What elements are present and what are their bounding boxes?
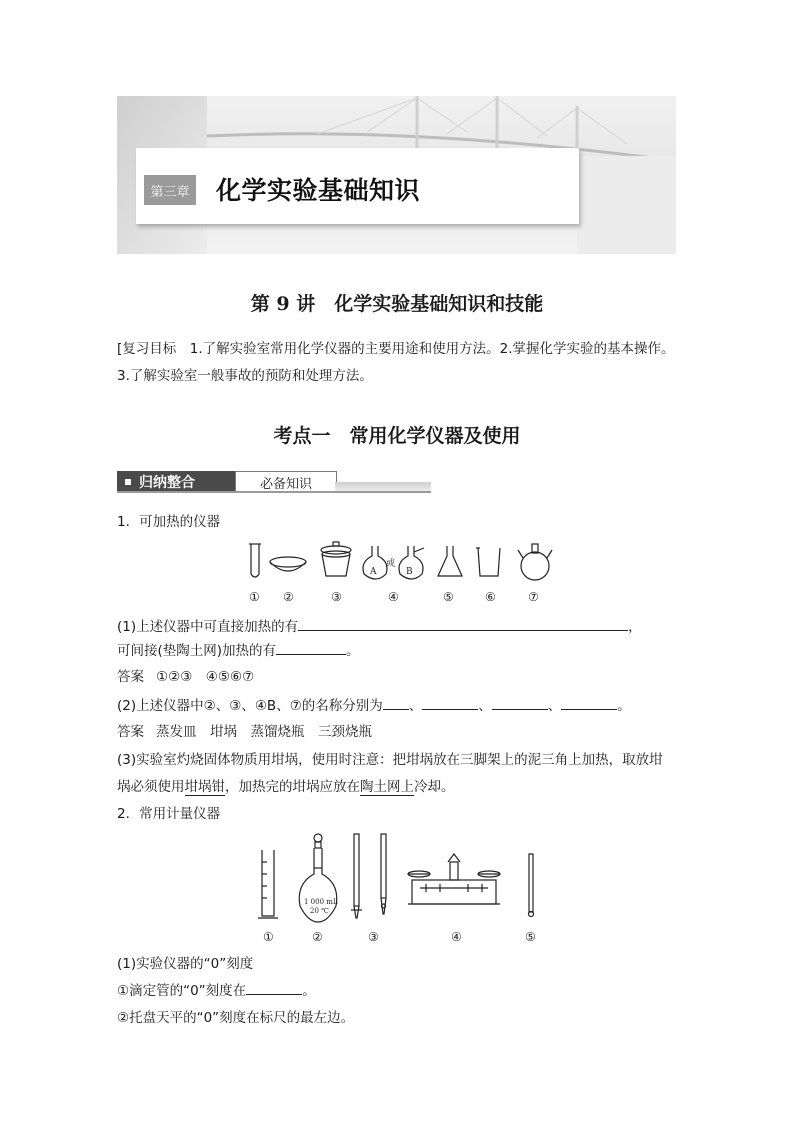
zero-scale-balance: ②托盘天平的“0”刻度在标尺的最左边。 [117, 1010, 355, 1026]
svg-text:B: B [406, 567, 413, 577]
answer-blank[interactable] [276, 641, 346, 655]
instrument-label: ⑤ [443, 590, 454, 604]
tag-summary: 归纳整合 [117, 471, 235, 492]
tag-essential-knowledge: 必备知识 [235, 471, 337, 493]
zero-scale-burette: ①滴定管的“0”刻度在 。 [117, 983, 316, 999]
square-bullet-icon [125, 479, 131, 485]
review-goals-line2: 3.了解实验室一般事故的预防和处理方法。 [117, 368, 373, 384]
distilling-flask-icon [399, 546, 424, 579]
base-burette-icon [381, 834, 386, 914]
flask-a-icon [363, 546, 387, 579]
part1-heading: 1．可加热的仪器 [117, 514, 221, 530]
question-3-line2: 埚必须使用坩埚钳，加热完的坩埚应放在陶土网上冷却。 [117, 779, 455, 795]
chapter-badge: 第三章 [144, 175, 196, 205]
three-neck-flask-icon [518, 544, 552, 580]
tag-rule [117, 491, 431, 493]
question-1-line2: 可间接(垫陶土网)加热的有 。 [117, 643, 360, 659]
instrument-label: ④ [388, 590, 399, 604]
instrument-label: ③ [368, 930, 379, 944]
answer-1: 答案 ①②③ ④⑤⑥⑦ [117, 669, 255, 685]
instrument-label: ⑥ [485, 590, 496, 604]
instrument-label: ④ [451, 930, 462, 944]
instrument-label: ① [249, 590, 260, 604]
svg-text:A: A [370, 567, 377, 577]
instrument-label: ① [263, 930, 274, 944]
instrument-label: ⑤ [525, 930, 536, 944]
heatable-instruments-figure [240, 540, 560, 584]
thermometer-icon [529, 854, 534, 917]
graduated-cylinder-icon [258, 850, 278, 918]
review-goals-line1: [复习目标 1.了解实验室常用化学仪器的主要用途和使用方法。2.掌握化学实验的基本操作。 [117, 341, 675, 357]
conical-flask-icon [438, 546, 462, 576]
svg-text:1 000 mL: 1 000 mL [304, 898, 338, 906]
instrument-label: ② [283, 590, 294, 604]
section-title: 考点一 常用化学仪器及使用 [273, 425, 521, 447]
answer-blank[interactable] [246, 981, 302, 995]
flask-or-label: 或 [386, 559, 396, 569]
acid-burette-icon [351, 834, 362, 918]
answer-blank[interactable] [561, 696, 617, 710]
svg-text:20 ℃: 20 ℃ [310, 907, 329, 915]
chapter-title: 化学实验基础知识 [216, 176, 421, 205]
instrument-label: ⑦ [528, 590, 539, 604]
answer-blank[interactable] [422, 696, 478, 710]
crucible-icon [321, 542, 351, 576]
instrument-label: ② [312, 930, 323, 944]
question-1-line1: (1)上述仪器中可直接加热的有 ， [117, 619, 642, 635]
volumetric-flask-icon [299, 834, 338, 922]
answer-2: 答案 蒸发皿 坩埚 蒸馏烧瓶 三颈烧瓶 [117, 724, 372, 740]
test-tube-icon [249, 544, 261, 577]
measuring-instruments-figure [250, 832, 550, 924]
question-3-line1: (3)实验室灼烧固体物质用坩埚，使用时注意：把坩埚放在三脚架上的泥三角上加热，取放坩 [117, 752, 663, 768]
lecture-title: 第 9 讲 化学实验基础知识和技能 [250, 293, 544, 315]
part2-heading: 2．常用计量仪器 [117, 806, 221, 822]
balance-icon [408, 854, 500, 904]
answer-blank[interactable] [492, 696, 548, 710]
question-2: (2)上述仪器中②、③、④B、⑦的名称分别为 、 、 、 。 [117, 698, 631, 714]
evaporating-dish-icon [270, 557, 306, 571]
zero-scale-title: (1)实验仪器的“0”刻度 [117, 956, 254, 972]
answer-blank[interactable] [298, 617, 628, 631]
instrument-label: ③ [331, 590, 342, 604]
section-tag-bar [117, 471, 431, 493]
answer-blank[interactable] [383, 696, 409, 710]
beaker-icon [476, 548, 500, 576]
